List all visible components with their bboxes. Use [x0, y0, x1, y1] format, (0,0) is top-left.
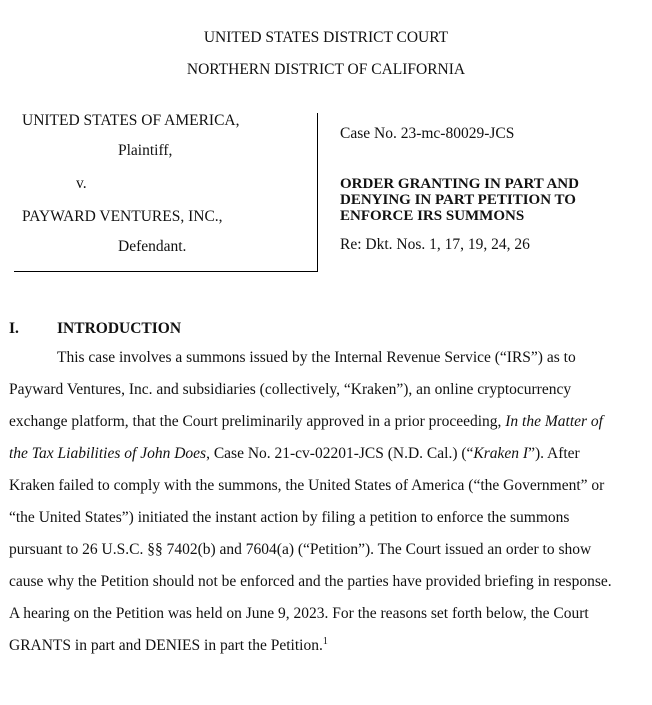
defendant-name: PAYWARD VENTURES, INC., [22, 208, 223, 225]
body-text: exchange platform, that the Court preliminarily approved in a prior proceeding, [9, 413, 506, 430]
order-title [340, 176, 640, 224]
footnote-marker[interactable]: 1 [322, 635, 328, 647]
docket-reference: Re: Dkt. Nos. 1, 17, 19, 24, 26 [340, 236, 530, 253]
caption-horizontal-rule [14, 271, 318, 272]
body-line [9, 445, 580, 463]
order-title-line: DENYING IN PART PETITION TO [340, 192, 576, 208]
case-citation: In the Matter of [505, 413, 603, 430]
plaintiff-role: Plaintiff, [118, 142, 173, 159]
body-line [9, 637, 328, 655]
defendant-role: Defendant. [118, 238, 187, 255]
court-name: UNITED STATES DISTRICT COURT [203, 29, 449, 46]
body-line: cause why the Petition should not be enforced and the parties have provided briefing in response. [9, 573, 612, 590]
order-title-line: ORDER GRANTING IN PART AND [340, 176, 579, 192]
body-line: Payward Ventures, Inc. and subsidiaries (collectively, “Kraken”), an online cryptocurrency [9, 381, 572, 398]
body-text: GRANTS in part and DENIES in part the Petition. [9, 637, 323, 654]
body-line [9, 413, 603, 431]
body-line: pursuant to 26 U.S.C. §§ 7402(b) and 7604(a) (“Petition”). The Court issued an order to show [9, 541, 592, 558]
case-citation: the Tax Liabilities of John Does [9, 445, 207, 462]
body-line: Kraken failed to comply with the summons, the United States of America (“the Government” or [9, 477, 605, 494]
body-line: “the United States”) initiated the instant action by filing a petition to enforce the summons [9, 509, 570, 526]
caption-vertical-rule [317, 113, 318, 272]
body-text: ”). After [528, 445, 580, 462]
versus: v. [76, 175, 87, 192]
section-number: I. [9, 320, 19, 337]
body-text: , Case No. 21-cv-02201-JCS (N.D. Cal.) (“ [206, 445, 474, 462]
section-heading: INTRODUCTION [57, 320, 182, 337]
case-number: Case No. 23-mc-80029-JCS [340, 125, 515, 142]
case-short-name: Kraken I [473, 445, 529, 462]
body-line: A hearing on the Petition was held on June 9, 2023. For the reasons set forth below, the Court [9, 605, 589, 622]
plaintiff-name: UNITED STATES OF AMERICA, [22, 112, 240, 129]
body-line: This case involves a summons issued by the Internal Revenue Service (“IRS”) as to [57, 349, 576, 366]
court-district: NORTHERN DISTRICT OF CALIFORNIA [186, 61, 466, 78]
order-title-line: ENFORCE IRS SUMMONS [340, 208, 525, 224]
